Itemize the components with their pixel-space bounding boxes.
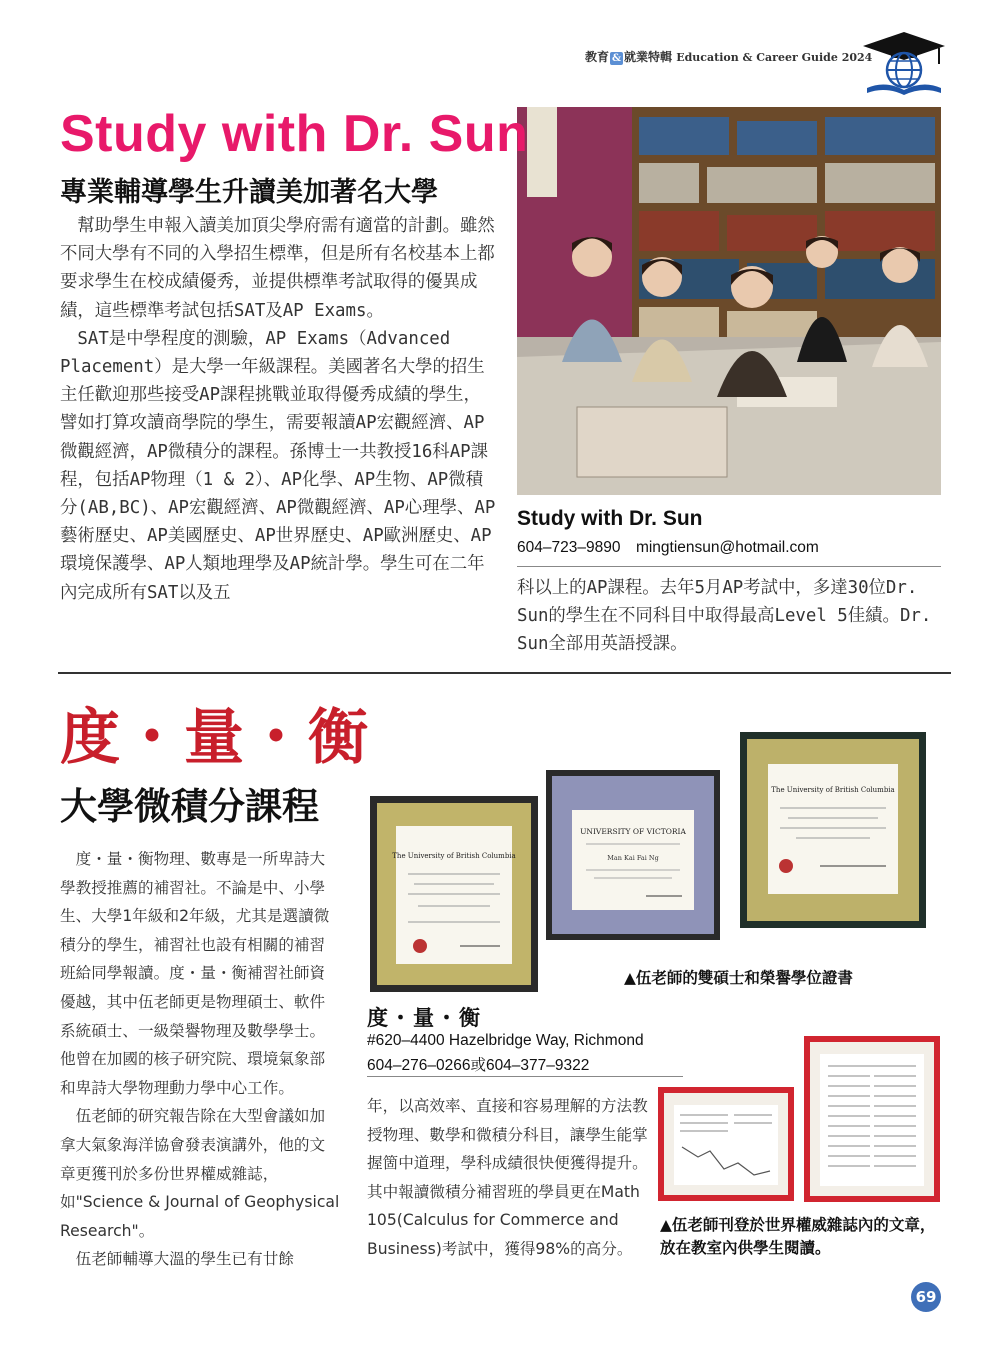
- classroom-photo: [517, 107, 941, 495]
- articles-caption: ▲伍老師刊登於世界權威雜誌內的文章，放在教室內供學生閱讀。: [660, 1216, 936, 1257]
- cert1-title: The University of British Columbia: [392, 852, 516, 860]
- certificates-caption: ▲伍老師的雙碩士和榮譽學位證書: [624, 969, 853, 987]
- page-number-badge: 69: [911, 1282, 941, 1312]
- article2-paragraph: 年，以高效率、直接和容易理解的方法教授物理、數學和微積分科目，讓學生能掌握箇中道理，學科成績很快便獲得提升。其中報讀微積分補習班的學員更在Math 105(Calculus for Commerce and Business)考試中，獲得98%的高分。: [367, 1097, 648, 1258]
- cert2-name: Man Kai Fai Ng: [607, 854, 659, 862]
- article2-business-name: 度・量・衡: [367, 1006, 482, 1030]
- article1-paragraph: 科以上的AP課程。去年5月AP考試中，多達30位Dr. Sun的學生在不同科目中取得最高Level 5佳績。Dr. Sun全部用英語授課。: [517, 578, 932, 655]
- header-label-career: 就業特輯: [624, 50, 673, 64]
- article1-caption-contact: 604–723–9890 mingtiensun@hotmail.com: [517, 539, 819, 556]
- article1-caption-name: Study with Dr. Sun: [517, 507, 703, 530]
- article2-body-column1: [60, 845, 340, 1274]
- graduation-cap-globe-icon: [861, 30, 947, 96]
- article1-paragraph: SAT是中學程度的測驗，AP Exams（Advanced Placement）是大學一年級課程。美國著名大學的招生主任歡迎那些接受AP課程挑戰並取得優秀成績的學生，譬如打算攻讀商學院的學生，需要報讀AP宏觀經濟、AP微觀經濟，AP微積分的課程。孫博士一共教授16科AP課程，包括AP物理（1 & 2）、AP化學、AP生物、AP微積分(AB,BC)、AP宏觀經濟、AP微觀經濟、AP心理學、AP藝術歷史、AP美國歷史、AP世界歷史、AP歐洲歷史、AP環境保護學、AP人類地理學及AP統計學。學生可在二年內完成所有SAT以及五: [60, 328, 496, 603]
- ubc-honours-certificate-framed-photo: [740, 732, 926, 928]
- header-ampersand: &: [612, 53, 622, 64]
- article1-paragraph: 幫助學生申報入讀美加頂尖學府需有適當的計劃。雖然不同大學有不同的入學招生標準，但是所有名校基本上都要求學生在校成績優秀，並提供標準考試取得的優異成績，這些標準考試包括SAT及AP Exams。: [60, 216, 495, 321]
- header-english: Education & Career Guide 2024: [676, 51, 873, 64]
- article2-title: 度・量・衡: [60, 703, 370, 773]
- article2-business-phone: 604–276–0266或604–377–9322: [367, 1057, 590, 1074]
- cert3-title: The University of British Columbia: [771, 786, 895, 794]
- caption-rule: [367, 1076, 683, 1077]
- article2-paragraph: 伍老師的研究報告除在大型會議如加拿大氣象海洋協會發表演講外，他的文章更獲刊於多份世界權威雜誌，如"Science & Journal of Geophysical Research"。: [60, 1107, 340, 1240]
- article1-title: Study with Dr. Sun: [60, 105, 529, 163]
- article1-body-column2: [517, 574, 947, 659]
- caption-rule: [517, 566, 941, 567]
- framed-article-photo: [658, 1087, 794, 1201]
- header-label-education: 教育: [585, 50, 610, 64]
- article2-business-address: #620–4400 Hazelbridge Way, Richmond: [367, 1032, 644, 1049]
- article-divider: [58, 672, 951, 674]
- cert2-title: UNIVERSITY OF VICTORIA: [580, 827, 686, 836]
- article1-body-column1: [60, 212, 496, 607]
- running-header: [585, 48, 872, 65]
- article2-paragraph: 伍老師輔導大溫的學生已有廿餘: [60, 1250, 294, 1269]
- ubc-certificate-framed-photo: [370, 796, 538, 992]
- article2-body-column2: [367, 1092, 649, 1264]
- uvic-certificate-framed-photo: [546, 770, 720, 940]
- framed-article-photo: [804, 1036, 940, 1202]
- article2-subtitle: 大學微積分課程: [60, 785, 319, 828]
- article1-subtitle: 專業輔導學生升讀美加著名大學: [60, 177, 438, 208]
- article2-paragraph: 度・量・衡物理、數專是一所卑詩大學教授推薦的補習社。不論是中、小學生、大學1年級和2年級，尤其是選讀微積分的學生，補習社也設有相關的補習班給同學報讀。度・量・衡補習社師資優越，其中伍老師更是物理碩士、軟件系統碩士、一級榮譽物理及數學學士。他曾在加國的核子研究院、環境氣象部和卑詩大學物理動力學中心工作。: [60, 850, 330, 1097]
